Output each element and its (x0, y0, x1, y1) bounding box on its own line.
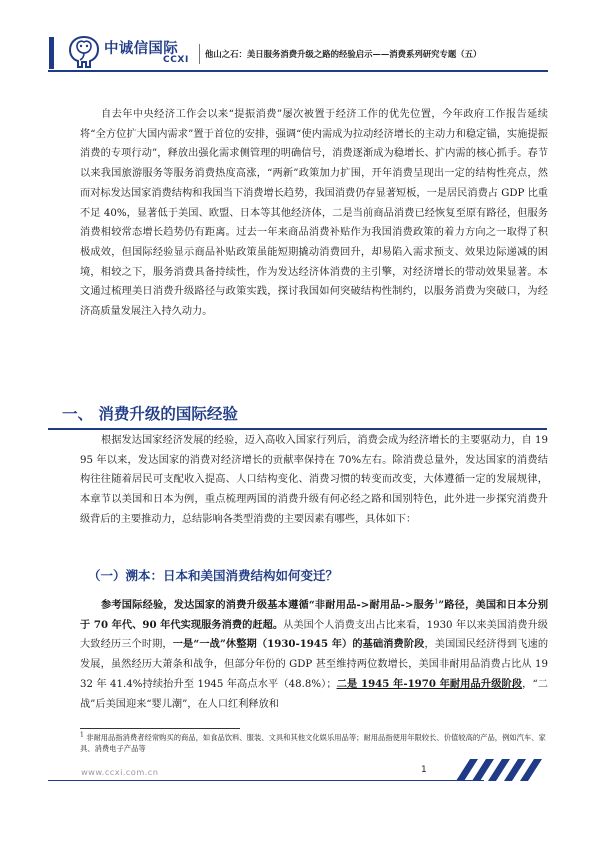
phase-two-bold: 二是 1945 年-1970 年耐用品升级阶段 (336, 677, 523, 690)
header-divider (199, 44, 200, 64)
footnote-marker: 1 (80, 731, 84, 739)
section-1-title: 一、 消费升级的国际经验 (62, 405, 238, 423)
key-finding-bold-cont: ”路径，美国和日本分别于 70 年代、90 年代实现服务消费的赶超。 (80, 599, 549, 631)
report-title: 他山之石：美日服务消费升级之路的经验启示——消费系列研究专题（五） (205, 49, 482, 59)
phase-one-bold: 一是“一战”休整期（1930-1945 年）的基础消费阶段 (172, 638, 425, 651)
footer-url[interactable]: www.ccxi.com.cn (81, 767, 159, 777)
body-text: ，美国国民经济得到飞速的发展，虽然经历大萧条和战争，但部分年份的 GDP 甚至维持两位数增长，美国非耐用品消费占比从 1932 年 41.4%持续抬升至 1945 年高点水平（48.8%）； (80, 639, 549, 690)
footer-stripes-decoration (442, 759, 546, 781)
footnote-reference[interactable]: 1 (434, 598, 439, 606)
section-1-paragraph: 根据发达国家经济发展的经验，迈入高收入国家行列后，消费会成为经济增长的主要驱动力，自 1995 年以来，发达国家的消费对经济增长的贡献率保持在 70%左右。除消费总量外，发达国家的消费结构往往随着居民可支配收入提高、人口结构变化、消费习惯的转变而改变，大体遵循一定的发展规律，本章节以美国和日本为例，重点梳理两国的消费升级有何必经之路和国别特色，此外进一步探究消费升级背后的主要推动力，总结影响各类型消费的主要因素有哪些，具体如下： (80, 435, 548, 525)
ccxi-elephant-logo-icon (66, 34, 102, 70)
ccxi-logo (66, 34, 196, 70)
footnote-text: 非耐用品指消费者经常购买的商品，如食品饮料、服装、文具和其他文化娱乐用品等；耐用品指使用年限较长、价值较高的产品，例如汽车、家具、消费电子产品等 (80, 733, 546, 753)
page-header (0, 0, 595, 75)
subsection-1-paragraph (80, 596, 548, 714)
section-heading-rule (48, 428, 547, 430)
footnote-rule (80, 728, 240, 729)
footer-rule (48, 780, 484, 781)
logo-english-name: CCXI (163, 55, 189, 65)
subsection-1-title: （一）溯本：日本和美国消费结构如何变迁？ (88, 568, 339, 583)
intro-paragraph: 自去年中央经济工作会以来“提振消费”屡次被置于经济工作的优先位置，今年政府工作报告延续将“全方位扩大国内需求”置于首位的安排，强调“使内需成为拉动经济增长的主动力和稳定锚，实施提振消费的专项行动”，释放出强化需求侧管理的明确信号，消费逐渐成为稳增长、扩内需的核心抓手。春节以来我国旅游服务等服务消费热度高涨，“两新”政策加力扩围，开年消费呈现出一定的结构性亮点，然而对标发达国家消费结构和我国当下消费增长趋势，我国消费仍存显著短板，一是居民消费占 GDP 比重不足 40%，显著低于美国、欧盟、日本等其他经济体，二是当前商品消费已经恢复至原有路径，但服务消费相较常态增长趋势仍有距离。过去一年来商品消费补贴作为我国消费政策的着力方向之一取得了积极成效，但国际经验显示商品补贴政策虽能短期撬动消费回升，却易陷入需求预支、效果边际递减的困境，相较之下，服务消费具备持续性，作为发达经济体消费的主引擎，对经济增长的带动效果显著。本文通过梳理美日消费升级路径与政策实践，探讨我国如何突破结构性制约，以服务消费为突破口，为经济高质量发展注入持久动力。 (80, 109, 548, 318)
body-text: ，“二战”后美国迎来“婴儿潮”，在人口红利释放和 (80, 678, 548, 710)
header-accent-bar (49, 37, 54, 69)
header-rule (48, 70, 548, 72)
key-finding-bold: 参考国际经验，发达国家的消费升级基本遵循“非耐用品->耐用品->服务 (101, 599, 435, 611)
page-number: 1 (421, 765, 427, 775)
footnote (80, 732, 550, 754)
logo-chinese-name: 中诚信国际 (104, 41, 178, 57)
section-heading (52, 402, 552, 426)
body-text: 从美国个人消费支出占比来看，1930 年以来美国消费升级大致经历三个时期， (80, 619, 548, 651)
